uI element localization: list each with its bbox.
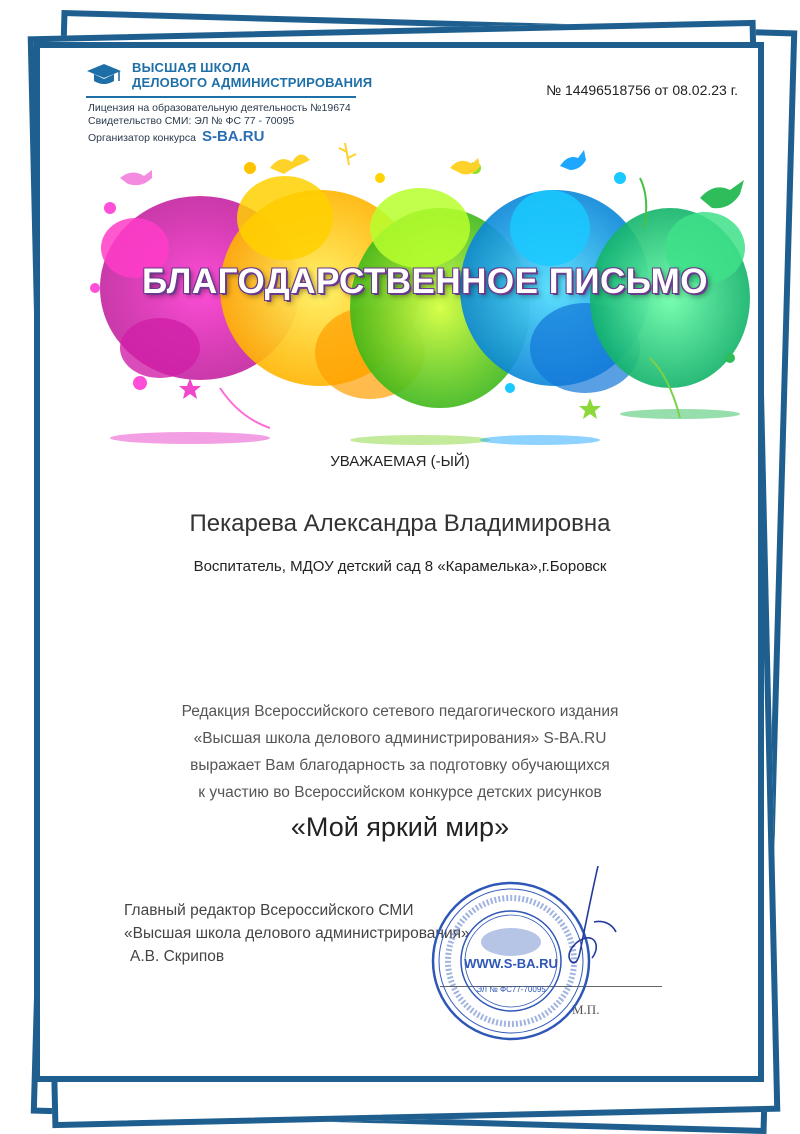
handwritten-signature [520, 862, 630, 972]
graduation-cap-icon [86, 62, 122, 86]
body-line-4: к участию во Всероссийском конкурсе детских рисунков [198, 784, 602, 801]
body-line-2: «Высшая школа делового администрирования» S-BA.RU [193, 730, 607, 747]
certificate-title: БЛАГОДАРСТВЕННОЕ ПИСЬМО [142, 262, 708, 301]
greeting: УВАЖАЕМАЯ (-ЫЙ) [330, 453, 470, 470]
seal-number-text: ЭЛ № ФС77-70095 [476, 985, 546, 994]
organization-name-line2: ДЕЛОВОГО АДМИНИСТРИРОВАНИЯ [132, 75, 373, 90]
license-text: Лицензия на образовательную деятельность №19674 [88, 102, 351, 114]
signer-name: А.В. Скрипов [130, 948, 225, 965]
license-info [88, 102, 351, 128]
body-line-1: Редакция Всероссийского сетевого педагогического издания [181, 703, 619, 720]
body-line-3: выражает Вам благодарность за подготовку обучающихся [190, 757, 610, 774]
signer-title-line1: Главный редактор Всероссийского СМИ [124, 902, 414, 919]
signer-block [124, 899, 470, 968]
seal-place-label: М.П. [572, 1002, 600, 1017]
organization-name-line1: ВЫСШАЯ ШКОЛА [132, 60, 251, 75]
organizer-site: S-BA.RU [201, 128, 265, 145]
organization-name [132, 60, 372, 90]
contest-name: «Мой яркий мир» [290, 812, 510, 842]
document-number: № 14496518756 от 08.02.23 г. [546, 82, 738, 98]
media-certificate-text: Свидетельство СМИ: ЭЛ № ФС 77 - 70095 [88, 115, 295, 127]
seal-site-text: WWW.S-BA.RU [464, 956, 558, 971]
logo-underline [86, 96, 356, 98]
recipient-position: Воспитатель, МДОУ детский сад 8 «Карамелька»,г.Боровск [193, 558, 607, 575]
signer-title-line2: «Высшая школа делового администрирования» [124, 925, 470, 942]
organizer-label: Организатор конкурса [88, 132, 196, 144]
certificate-body [0, 698, 800, 806]
recipient-name: Пекарева Александра Владимировна [189, 510, 611, 537]
